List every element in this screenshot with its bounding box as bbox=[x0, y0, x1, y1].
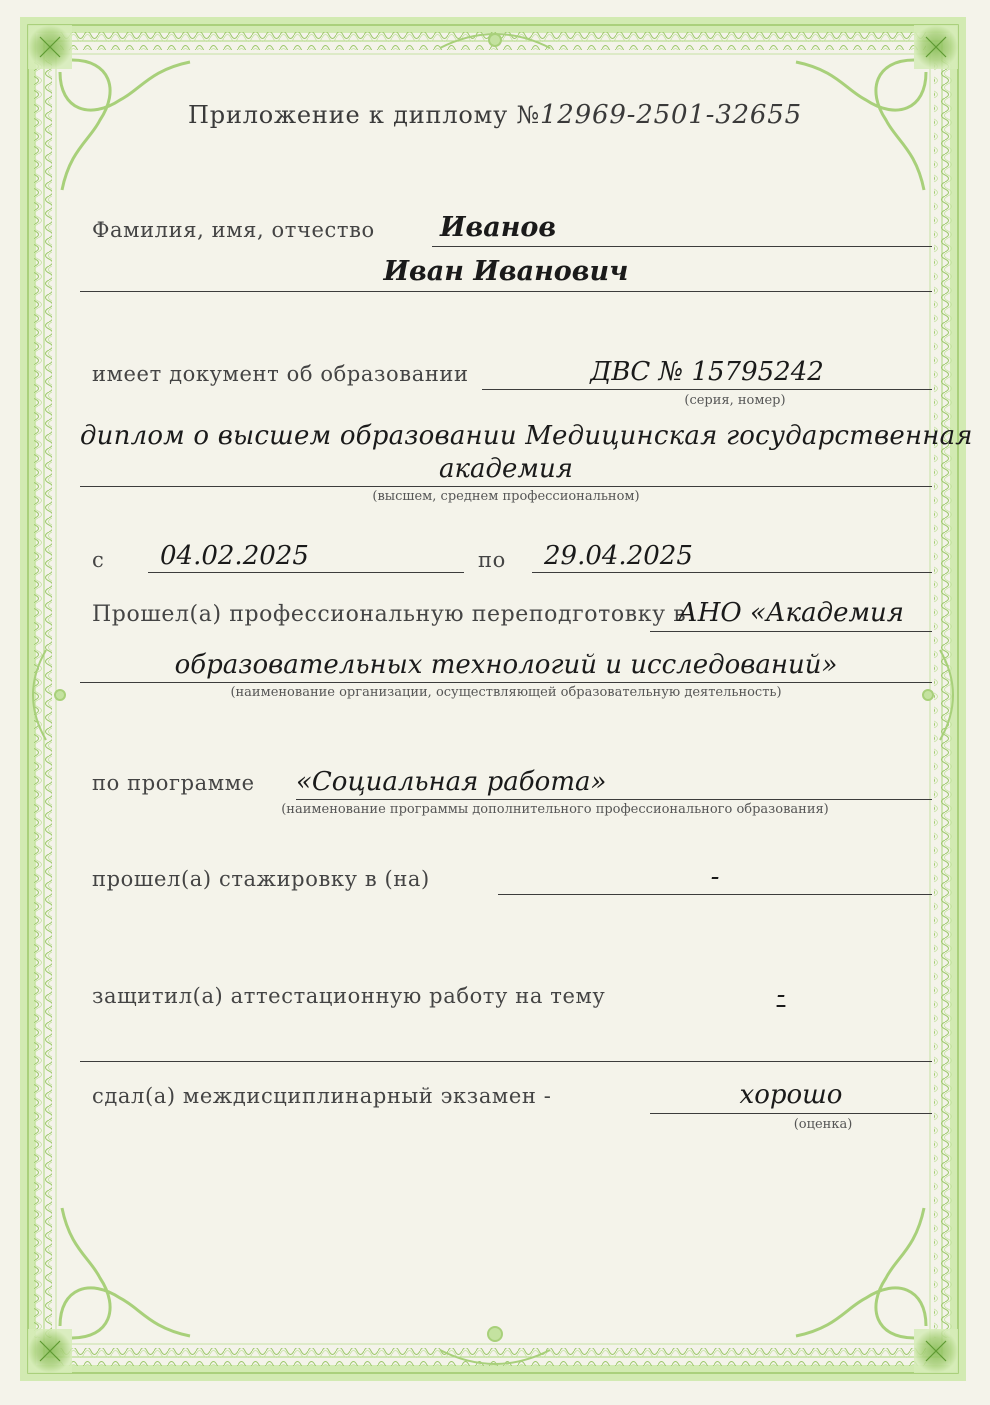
title-prefix: Приложение к диплому № bbox=[188, 101, 540, 129]
retraining-org-rule1 bbox=[650, 631, 932, 632]
program-label: по программе bbox=[92, 771, 255, 795]
exam-grade-value: хорошо bbox=[739, 1080, 843, 1110]
series-number-hint: (серия, номер) bbox=[684, 393, 786, 408]
period-to-rule bbox=[532, 572, 932, 573]
education-level-hint: (высшем, среднем профессиональном) bbox=[372, 489, 640, 504]
education-description-rule bbox=[80, 486, 932, 487]
page-title bbox=[0, 100, 990, 130]
period-from-date: 04.02.2025 bbox=[160, 541, 309, 571]
period-from-rule bbox=[148, 572, 464, 573]
series-number-value: ДВС № 15795242 bbox=[590, 357, 824, 387]
education-doc-label: имеет документ об образовании bbox=[92, 362, 469, 386]
program-value: «Социальная работа» bbox=[296, 767, 607, 797]
retraining-org-line1: АНО «Академия bbox=[678, 598, 904, 628]
internship-rule bbox=[498, 894, 932, 895]
education-description-line1: диплом о высшем образовании Медицинская государственная bbox=[80, 421, 973, 451]
internship-value: - bbox=[710, 862, 720, 892]
diploma-number: 12969-2501-32655 bbox=[539, 100, 802, 130]
thesis-rule bbox=[80, 1061, 932, 1062]
exam-label: сдал(а) междисциплинарный экзамен - bbox=[92, 1084, 552, 1108]
internship-label: прошел(а) стажировку в (на) bbox=[92, 867, 430, 891]
period-to-date: 29.04.2025 bbox=[544, 541, 693, 571]
period-to-label: по bbox=[478, 548, 506, 572]
program-hint: (наименование программы дополнительного профессионального образования) bbox=[281, 802, 829, 817]
program-rule bbox=[296, 799, 932, 800]
name-patronymic-value: Иван Иванович bbox=[383, 256, 629, 287]
retraining-org-line2: образовательных технологий и исследований» bbox=[174, 650, 838, 680]
exam-grade-rule bbox=[650, 1113, 932, 1114]
thesis-value: - bbox=[776, 980, 786, 1010]
thesis-label: защитил(а) аттестационную работу на тему bbox=[92, 984, 606, 1008]
period-from-label: с bbox=[92, 548, 105, 572]
retraining-org-rule2 bbox=[80, 682, 932, 683]
retraining-label: Прошел(а) профессиональную переподготовку в bbox=[92, 602, 687, 627]
name-rule bbox=[80, 291, 932, 292]
education-description-line2: академия bbox=[439, 454, 573, 484]
exam-grade-hint: (оценка) bbox=[793, 1117, 853, 1132]
surname-rule bbox=[432, 246, 932, 247]
surname-value: Иванов bbox=[440, 212, 557, 243]
full-name-label: Фамилия, имя, отчество bbox=[92, 218, 375, 242]
series-number-rule bbox=[482, 389, 932, 390]
retraining-org-hint: (наименование организации, осуществляющей образовательную деятельность) bbox=[230, 685, 782, 700]
